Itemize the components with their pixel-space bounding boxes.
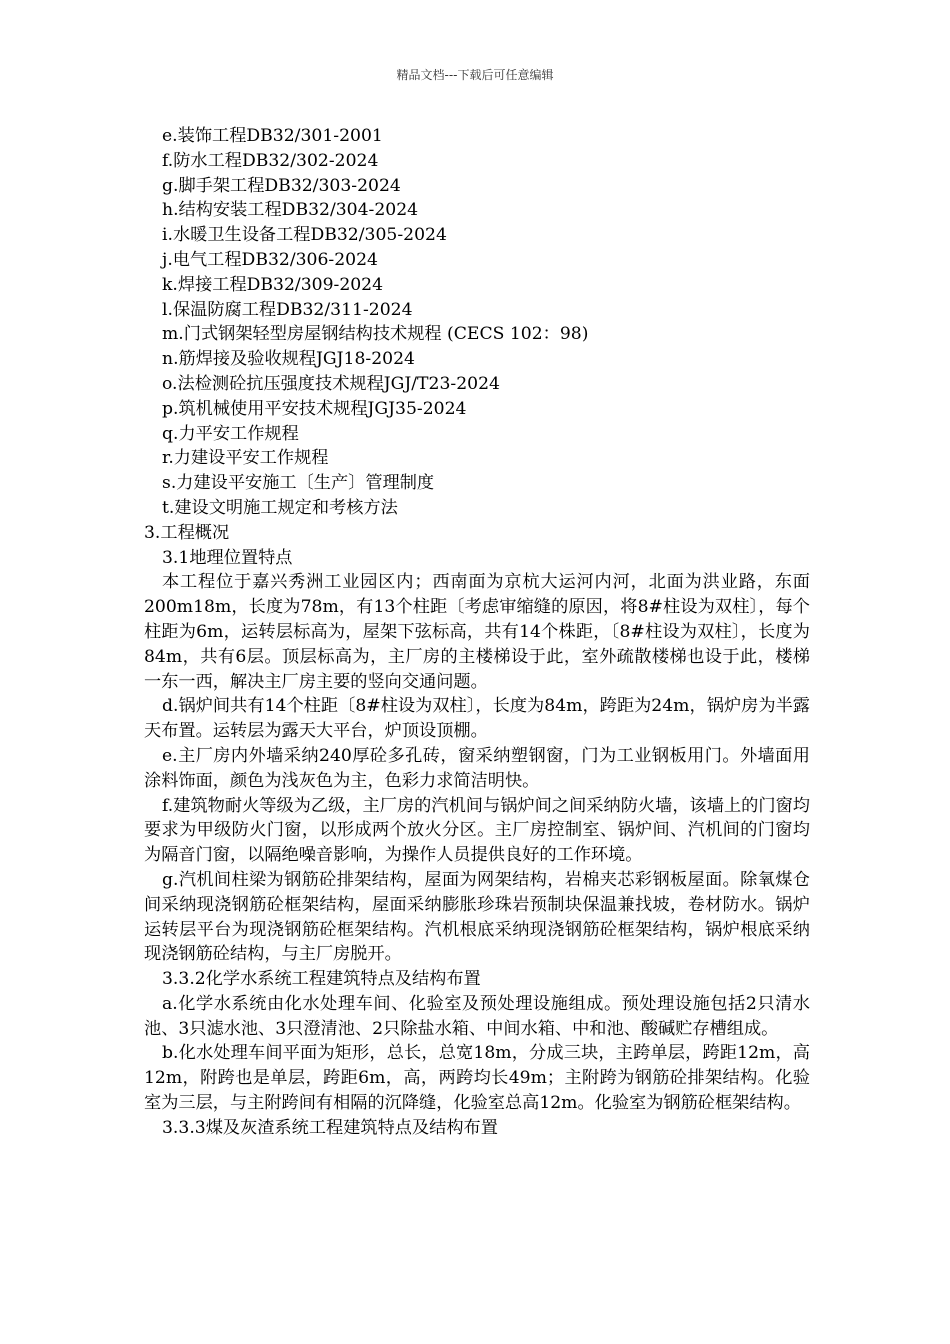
standard-item-j: j.电气工程DB32/306-2024	[162, 249, 378, 270]
paragraph-location: 本工程位于嘉兴秀洲工业园区内；西南面为京杭大运河内河，北面为洪业路，东面200m18m，长度为78m，有13个柱距〔考虑审缩缝的原因，将8#柱设为双柱〕，每个柱距为6m，运转层标高为，屋架下弦标高，共有14个株距，〔8#柱设为双柱〕，长度为84m，共有6层。顶层标高为，主厂房的主楼梯设于此，室外疏散楼梯也设于此，楼梯一东一西，解决主厂房主要的竖向交通问题。	[144, 572, 810, 692]
subsection-heading-3-3-3: 3.3.3煤及灰渣系统工程建筑特点及结构布置	[162, 1117, 498, 1138]
standard-item-k: k.焊接工程DB32/309-2024	[162, 274, 384, 295]
subsection-heading-3-3-2: 3.3.2化学水系统工程建筑特点及结构布置	[162, 969, 481, 990]
section-heading-3: 3.工程概况	[144, 522, 230, 543]
standard-item-p: p.筑机械使用平安技术规程JGJ35-2024	[162, 398, 467, 419]
paragraph-f-fire-rating: f.建筑物耐火等级为乙级，主厂房的汽机间与锅炉间之间采纳防火墙，该墙上的门窗均要求为甲级防火门窗，以形成两个放火分区。主厂房控制室、锅炉间、汽机间的门窗均为隔音门窗，以隔绝噪音影响，为操作人员提供良好的工作环境。	[144, 795, 810, 866]
subsection-heading-3-1: 3.1地理位置特点	[162, 547, 293, 568]
standard-item-e: e.装饰工程DB32/301-2001	[162, 126, 383, 146]
standard-item-n: n.筋焊接及验收规程JGJ18-2024	[162, 349, 415, 370]
standard-item-g: g.脚手架工程DB32/303-2024	[162, 175, 401, 196]
paragraph-a-chemical-water: a.化学水系统由化水处理车间、化验室及预处理设施组成。预处理设施包括2只清水池、3只滤水池、3只澄清池、2只除盐水箱、中间水箱、中和池、酸碱贮存槽组成。	[144, 993, 810, 1039]
standard-item-i: i.水暖卫生设备工程DB32/305-2024	[162, 225, 447, 246]
paragraph-d-boiler: d.锅炉间共有14个柱距〔8#柱设为双柱〕，长度为84m，跨距为24m，锅炉房为半露天布置。运转层为露天大平台，炉顶设顶棚。	[144, 696, 810, 742]
page-header: 精品文档---下载后可任意编辑	[396, 68, 554, 82]
paragraph-b-treatment-workshop: b.化水处理车间平面为矩形，总长，总宽18m，分成三块，主跨单层，跨距12m，高12m，附跨也是单层，跨距6m，高，两跨均长49m；主附跨为钢筋砼排架结构。化验室为三层，与主附跨间有相隔的沉降缝，化验室总高12m。化验室为钢筋砼框架结构。	[144, 1043, 810, 1114]
standard-item-r: r.力建设平安工作规程	[162, 448, 329, 469]
standard-item-q: q.力平安工作规程	[162, 423, 299, 444]
standard-item-t: t.建设文明施工规定和考核方法	[162, 497, 398, 518]
standard-item-l: l.保温防腐工程DB32/311-2024	[162, 299, 413, 320]
standard-item-f: f.防水工程DB32/302-2024	[162, 150, 379, 171]
document-body	[144, 124, 810, 1141]
standard-item-m: m.门式钢架轻型房屋钢结构技术规程 (CECS 102：98)	[162, 324, 589, 345]
standard-item-o: o.法检测砼抗压强度技术规程JGJ/T23-2024	[162, 373, 500, 394]
standard-item-h: h.结构安装工程DB32/304-2024	[162, 200, 419, 221]
paragraph-e-walls: e.主厂房内外墙采纳240厚砼多孔砖，窗采纳塑钢窗，门为工业钢板用门。外墙面用涂料饰面，颜色为浅灰色为主，色彩力求简洁明快。	[144, 745, 810, 791]
standard-item-s: s.力建设平安施工〔生产〕管理制度	[162, 473, 435, 494]
paragraph-g-structure: g.汽机间柱梁为钢筋砼排架结构，屋面为网架结构，岩棉夹芯彩钢板屋面。除氧煤仓间采纳现浇钢筋砼框架结构，屋面采纳膨胀珍珠岩预制块保温兼找坡，卷材防水。锅炉运转层平台为现浇钢筋砼框架结构。汽机根底采纳现浇钢筋砼框架结构，锅炉根底采纳现浇钢筋砼结构，与主厂房脱开。	[144, 869, 810, 965]
